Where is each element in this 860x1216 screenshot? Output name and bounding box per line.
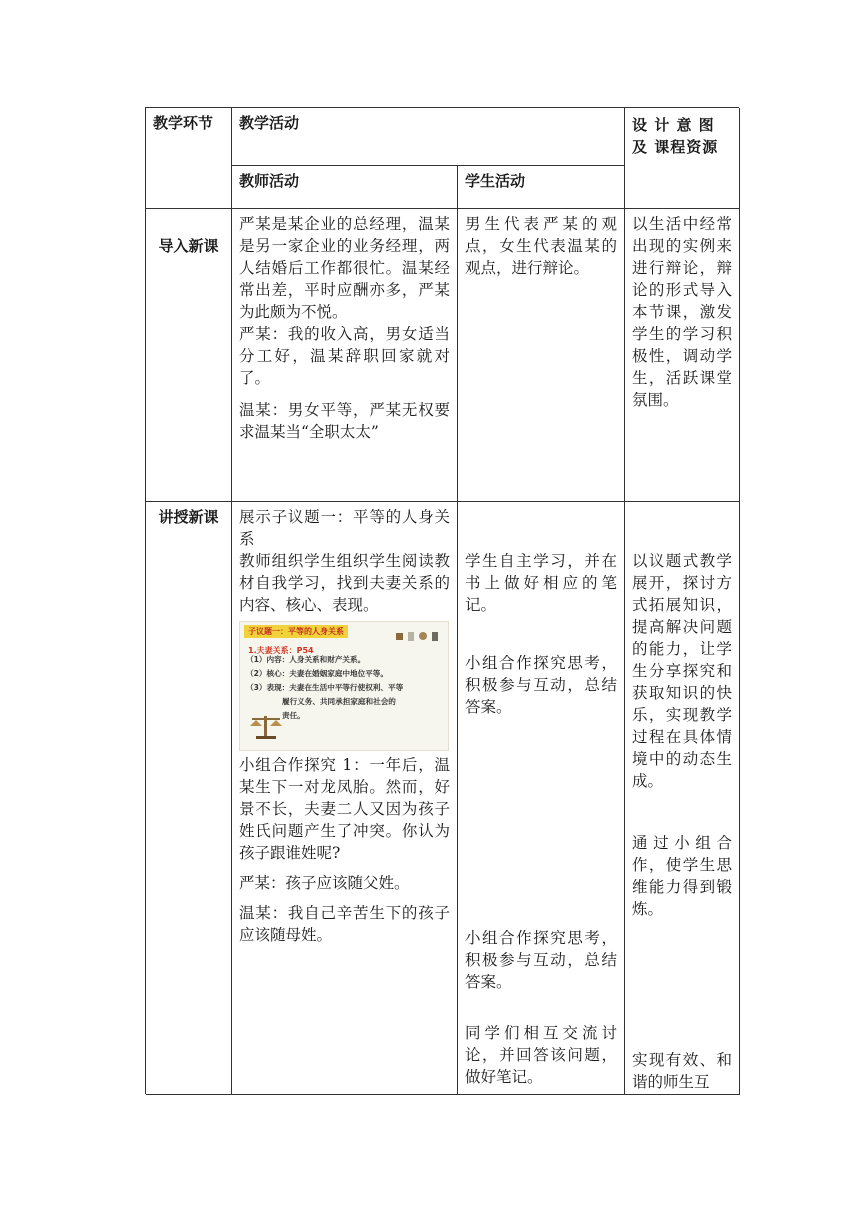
row2-student [458,502,625,1095]
row2-stage [146,502,232,1095]
row2-student-1: 学生自主学习，并在书上做好相应的笔记。 [465,552,617,614]
header-teacher-text: 教师活动 [239,172,300,190]
slide-line-5: 责任。 [282,711,305,720]
header-design [625,108,740,209]
row1-design [625,209,740,502]
row2-design-2: 通过小组合作，使学生思维能力得到锻炼。 [632,834,732,918]
slide-line-2: （2）核心：夫妻在婚姻家庭中地位平等。 [246,669,388,678]
row1-stage [146,209,232,502]
row2-teacher [232,502,458,1095]
row1-teacher-para2: 严某：我的收入高，男女适当分工好，温某辞职回家就对了。 [239,325,450,387]
row1-teacher [232,209,458,502]
slide-title: 子议题一：平等的人身关系 [244,625,348,638]
scales-icon [246,712,286,746]
row1-teacher-para3: 温某：男女平等，严某无权要求温某当“全职太太” [239,401,450,441]
header-activities-text: 教学活动 [239,114,300,132]
slide-subtitle: 1.夫妻关系：P54 [248,646,314,655]
row2-teacher-case: 小组合作探究 1：一年后，温某生下一对龙凤胎。然而，好景不长，夫妻二人又因为孩子姓氏问题产生了冲突。你认为孩子跟谁姓呢? [239,756,450,862]
row2-teacher-intro1: 展示子议题一：平等的人身关系 [239,508,450,548]
row1-student-text: 男生代表严某的观点，女生代表温某的观点，进行辩论。 [465,215,617,277]
row2-design-1: 以议题式教学展开，探讨方式拓展知识，提高解决问题的能力，让学生分享探究和获取知识的快乐，实现教学过程在具体情境中的动态生成。 [632,552,732,790]
row2-stage-text: 讲授新课 [158,508,219,526]
row1-stage-text: 导入新课 [158,237,219,255]
lesson-plan-table [145,107,739,1094]
row2-design [625,502,740,1095]
row2-student-2: 小组合作探究思考，积极参与互动，总结答案。 [465,654,617,716]
slide-line-3: （3）表现：夫妻在生活中平等行使权利、平等 [246,683,404,692]
slide-image [239,621,449,751]
row1-teacher-para1: 严某是某企业的总经理，温某是另一家企业的业务经理，两人结婚后工作都很忙。温某经常出差，平时应酬亦多，严某为此颇为不悦。 [239,215,450,321]
header-activities [232,108,625,166]
row1-student [458,209,625,502]
row2-teacher-yan: 严某：孩子应该随父姓。 [239,874,410,892]
row2-design-3: 实现有效、和谐的师生互 [632,1051,732,1091]
header-teacher [232,166,458,209]
header-stage [146,108,232,209]
header-student [458,166,625,209]
row2-student-4: 同学们相互交流讨论，并回答该问题，做好笔记。 [465,1024,617,1086]
row2-teacher-intro2: 教师组织学生组织学生阅读教材自我学习，找到夫妻关系的内容、核心、表现。 [239,552,450,614]
slide-line-1: （1）内容：人身关系和财产关系。 [246,655,366,664]
decor-icons [394,626,442,648]
header-stage-text: 教学环节 [153,114,214,132]
row2-teacher-wen: 温某：我自己辛苦生下的孩子应该随母姓。 [239,904,450,944]
header-student-text: 学生活动 [465,172,526,190]
slide-line-4: 履行义务、共同承担家庭和社会的 [282,697,396,706]
header-design-text: 设 计 意 图 及 课程资源 [632,116,719,156]
row2-student-3: 小组合作探究思考，积极参与互动，总结答案。 [465,929,617,991]
row1-design-text: 以生活中经常出现的实例来进行辩论，辩论的形式导入本节课，激发学生的学习积极性，调动学生，活跃课堂氛围。 [632,215,732,409]
